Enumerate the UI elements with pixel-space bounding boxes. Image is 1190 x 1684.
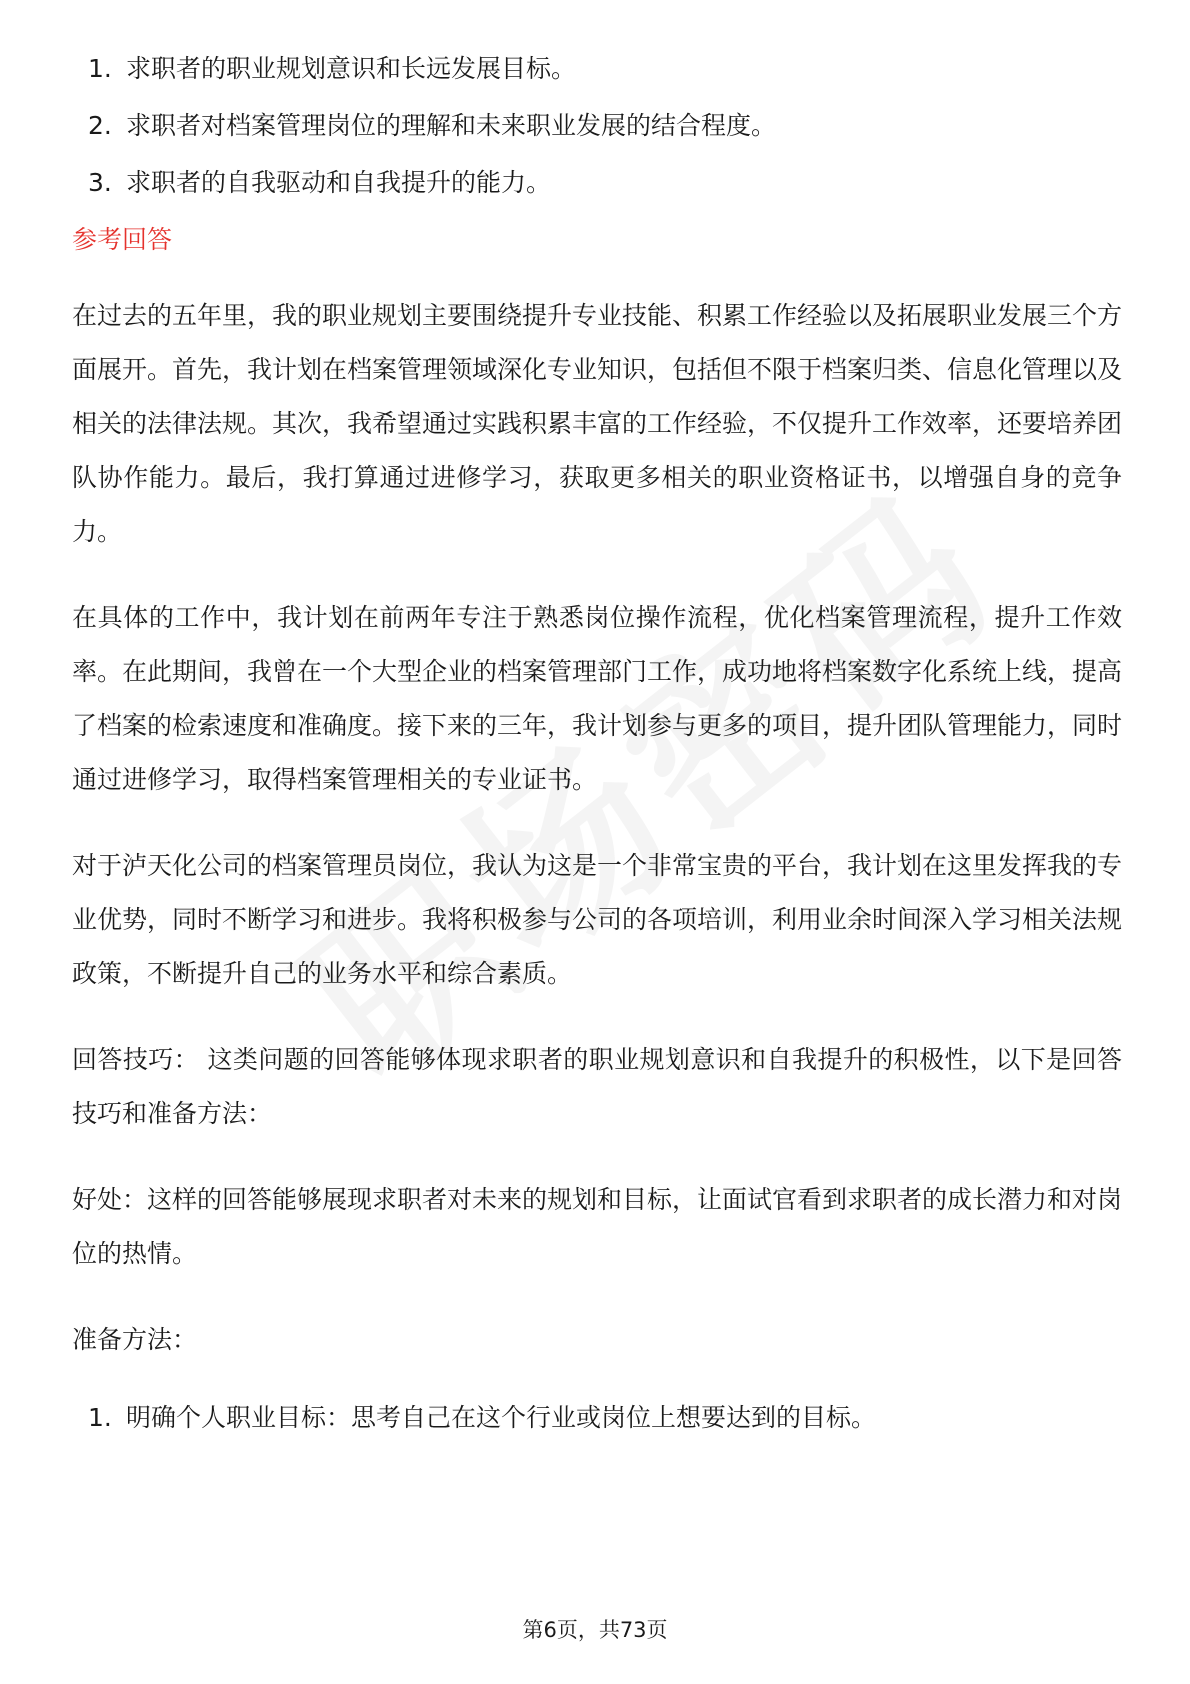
prep-list bbox=[72, 1401, 1122, 1435]
list-item-text: 明确个人职业目标：思考自己在这个行业或岗位上想要达到的目标。 bbox=[126, 1403, 877, 1432]
page-footer: 第6页，共73页 bbox=[522, 1618, 668, 1642]
list-item-number: 1. bbox=[88, 1403, 112, 1432]
list-item-text: 求职者的职业规划意识和长远发展目标。 bbox=[126, 54, 577, 83]
list-item bbox=[72, 166, 1122, 200]
section-title: 参考回答 bbox=[72, 225, 173, 254]
prep-method-heading: 准备方法： bbox=[72, 1325, 198, 1354]
list-item-number: 3. bbox=[88, 168, 112, 197]
answer-paragraph-3: 对于泸天化公司的档案管理员岗位，我认为这是一个非常宝贵的平台，我计划在这里发挥我的专业优势，同时不断学习和进步。我将积极参与公司的各项培训，利用业余时间深入学习相关法规政策，不断提升自己的业务水平和综合素质。 bbox=[72, 851, 1123, 988]
list-item bbox=[72, 52, 1122, 86]
list-item-text: 求职者的自我驱动和自我提升的能力。 bbox=[126, 168, 552, 197]
list-item bbox=[72, 109, 1122, 143]
intro-list bbox=[72, 52, 1122, 200]
document-content bbox=[72, 52, 1122, 1458]
answer-paragraph-2: 在具体的工作中，我计划在前两年专注于熟悉岗位操作流程，优化档案管理流程，提升工作效率。在此期间，我曾在一个大型企业的档案管理部门工作，成功地将档案数字化系统上线，提高了档案的检索速度和准确度。接下来的三年，我计划参与更多的项目，提升团队管理能力，同时通过进修学习，取得档案管理相关的专业证书。 bbox=[72, 603, 1123, 794]
list-item-number: 2. bbox=[88, 111, 112, 140]
list-item bbox=[72, 1401, 1122, 1435]
answer-paragraph-1: 在过去的五年里，我的职业规划主要围绕提升专业技能、积累工作经验以及拓展职业发展三个方面展开。首先，我计划在档案管理领域深化专业知识，包括但不限于档案归类、信息化管理以及相关的法律法规。其次，我希望通过实践积累丰富的工作经验，不仅提升工作效率，还要培养团队协作能力。最后，我打算通过进修学习，获取更多相关的职业资格证书，以增强自身的竞争力。 bbox=[72, 301, 1123, 546]
list-item-number: 1. bbox=[88, 54, 112, 83]
benefit-paragraph: 好处：这样的回答能够展现求职者对未来的规划和目标，让面试官看到求职者的成长潜力和对岗位的热情。 bbox=[72, 1185, 1123, 1268]
answer-tips-paragraph: 回答技巧： 这类问题的回答能够体现求职者的职业规划意识和自我提升的积极性，以下是回答技巧和准备方法： bbox=[72, 1045, 1122, 1128]
list-item-text: 求职者对档案管理岗位的理解和未来职业发展的结合程度。 bbox=[126, 111, 777, 140]
